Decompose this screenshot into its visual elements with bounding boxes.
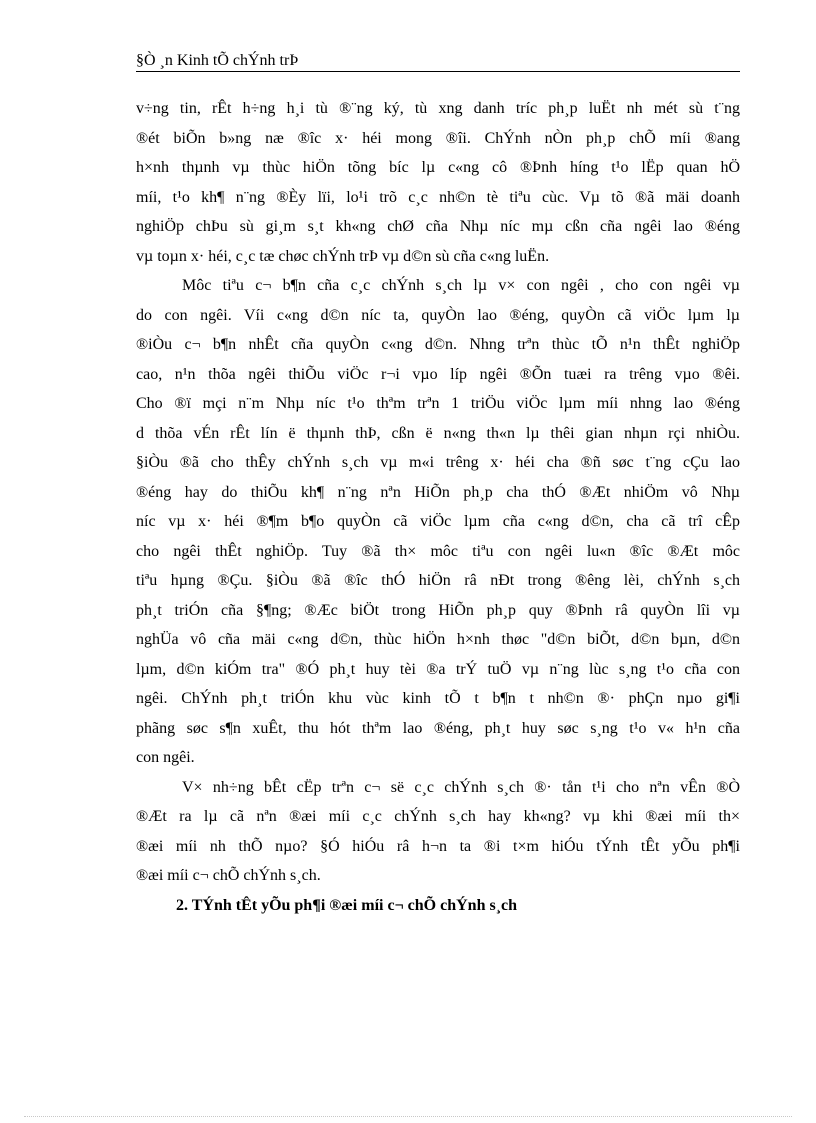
section-heading: 2. TÝnh tÊt yÕu ph¶i ®æi míi c¬ chÕ chÝnh s¸ch bbox=[176, 896, 518, 914]
text-line: phãng søc s¶n xuÊt, thu hót thªm lao ®éng, ph¸t huy søc s¸ng t¹o v« h¹n cña bbox=[136, 719, 740, 737]
text-line: ®æi míi c¬ chÕ chÝnh s¸ch. bbox=[136, 867, 321, 884]
text-line: h×nh thµnh vµ thùc hiÖn tõng bíc lµ c«ng cô ®Þnh híng t¹o lËp quan hÖ bbox=[136, 159, 740, 176]
text-line: ngêi. ChÝnh ph¸t triÓn khu vùc kinh tÕ t b¶n t nh©n ®· phÇn nµo gi¶i bbox=[136, 690, 740, 707]
text-line: v÷ng tin, rÊt h÷ng h¸i tù ®¨ng ký, tù xng danh tríc ph¸p luËt nh mét sù t¨ng bbox=[136, 100, 740, 117]
text-line: ®iÒu c¬ b¶n nhÊt cña quyÒn c«ng d©n. Nhng trªn thùc tÕ n¹n thÊt nghiÖp bbox=[136, 336, 740, 353]
text-line: Cho ®ï mçi n¨m Nhµ níc t¹o thªm trªn 1 triÖu viÖc lµm míi nhng lao ®éng bbox=[136, 395, 740, 412]
document-body bbox=[136, 94, 740, 920]
text-line: lµm, d©n kiÓm tra" ®Ó ph¸t huy tèi ®a trÝ tuÖ vµ n¨ng lùc s¸ng t¹o cña con bbox=[136, 660, 740, 678]
paragraph bbox=[136, 94, 740, 271]
text-line: do con ngêi. Víi c«ng d©n níc ta, quyÒn lao ®éng, quyÒn cã viÖc lµm lµ bbox=[136, 306, 740, 324]
text-line: níc vµ x· héi ®¶m b¶o quyÒn cã viÖc lµm cña c«ng d©n, cha cã trî cÊp bbox=[136, 513, 740, 530]
text-line: con ngêi. bbox=[136, 749, 195, 766]
text-line: tiªu hµng ®Çu. §iÒu ®ã ®îc thÓ hiÖn râ nÐt trong ®êng lèi, chÝnh s¸ch bbox=[136, 572, 740, 589]
text-line: §iÒu ®ã cho thÊy chÝnh s¸ch vµ m«i trêng x· héi cha ®ñ søc t¨ng cÇu lao bbox=[136, 454, 740, 471]
text-line: cao, n¹n thõa ngêi thiÕu viÖc r¬i vµo líp ngêi ®Õn tuæi ra trêng vµo ®êi. bbox=[136, 365, 740, 383]
text-line: cho ngêi thÊt nghiÖp. Tuy ®ã th× môc tiªu con ngêi lu«n ®îc ®Æt môc bbox=[136, 542, 740, 560]
paragraph bbox=[136, 271, 740, 773]
text-line: vµ toµn x· héi, c¸c tæ chøc chÝnh trÞ vµ d©n sù cña c«ng luËn. bbox=[136, 247, 550, 265]
header-divider bbox=[136, 71, 740, 72]
text-line: ph¸t triÓn cña §¶ng; ®Æc biÖt trong HiÕn ph¸p quy ®Þnh râ quyÒn lîi vµ bbox=[136, 601, 740, 619]
text-line: ®éng hay do thiÕu kh¶ n¨ng nªn HiÕn ph¸p cha thÓ ®Æt nhiÖm vô Nhµ bbox=[136, 483, 740, 501]
text-line: nghÜa vô cña mäi c«ng d©n, thùc hiÖn h×nh thøc "d©n biÕt, d©n bµn, d©n bbox=[136, 631, 740, 648]
text-line: d thõa vÉn rÊt lín ë thµnh thÞ, cßn ë n«ng th«n lµ thêi gian nhµn rçi nhiÒu. bbox=[136, 424, 740, 442]
text-line: míi, t¹o kh¶ n¨ng ®Èy lïi, lo¹i trõ c¸c nh©n tè tiªu cùc. Vµ tõ ®ã mäi doanh bbox=[136, 188, 740, 206]
text-line: Môc tiªu c¬ b¶n cña c¸c chÝnh s¸ch lµ v× con ngêi , cho con ngêi vµ bbox=[182, 277, 740, 294]
page-header-title: §Ò ¸n Kinh tÕ chÝnh trÞ bbox=[136, 52, 299, 69]
paragraph bbox=[136, 773, 740, 891]
text-line: V× nh÷ng bÊt cËp trªn c¬ së c¸c chÝnh s¸ch ®· tån t¹i cho nªn vÊn ®Ò bbox=[182, 778, 740, 796]
text-line: nghiÖp chÞu sù gi¸m s¸t kh«ng chØ cña Nhµ níc mµ cßn cña ngêi lao ®éng bbox=[136, 218, 740, 235]
text-line: ®ét biÕn b»ng næ ®îc x· héi mong ®îi. ChÝnh nÒn ph¸p chÕ míi ®ang bbox=[136, 129, 740, 147]
page-bottom-divider bbox=[24, 1116, 792, 1117]
text-line: ®æi míi nh thÕ nµo? §Ó hiÓu râ h¬n ta ®i t×m hiÓu tÝnh tÊt yÕu ph¶i bbox=[136, 837, 740, 855]
text-line: ®Æt ra lµ cã nªn ®æi míi c¸c chÝnh s¸ch hay kh«ng? vµ khi ®æi míi th× bbox=[136, 808, 740, 825]
